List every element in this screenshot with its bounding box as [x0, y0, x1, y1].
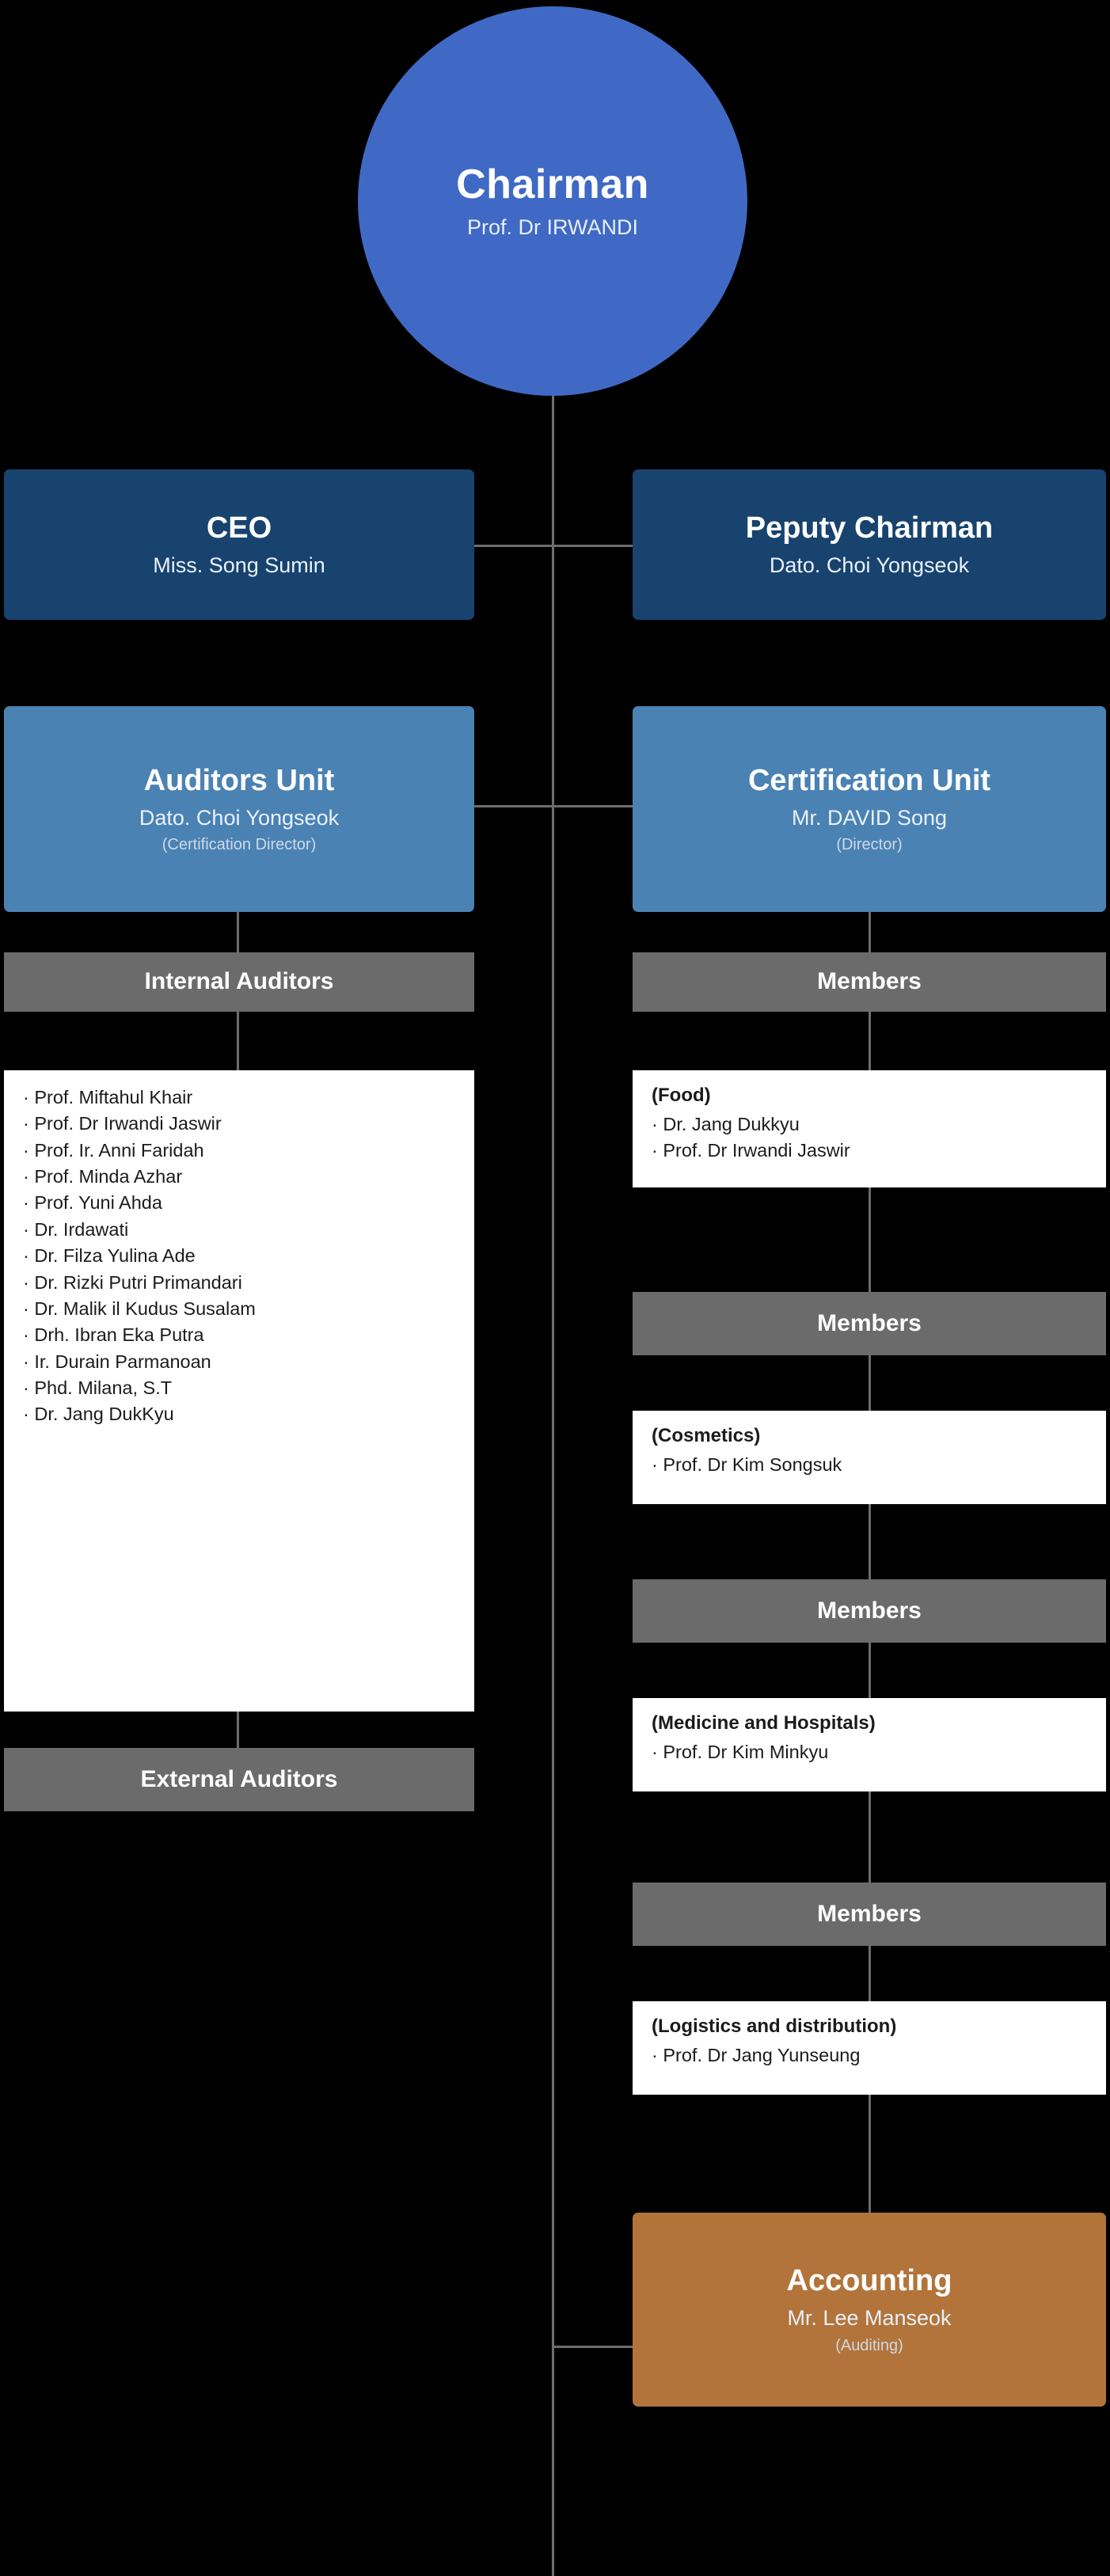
list-item: · Ir. Durain Parmanoan: [23, 1349, 457, 1375]
members-label: Members: [817, 1900, 922, 1927]
members-list-logistics: [652, 2042, 1089, 2069]
ceo-title: CEO: [206, 511, 272, 545]
group-label: (Logistics and distribution): [652, 2016, 897, 2037]
external-auditors-label: External Auditors: [140, 1765, 338, 1792]
list-item: · Prof. Dr Irwandi Jaswir: [23, 1111, 457, 1137]
list-item: · Dr. Rizki Putri Primandari: [23, 1270, 457, 1296]
list-item: · Dr. Malik il Kudus Susalam: [23, 1296, 457, 1322]
list-item: · Prof. Minda Azhar: [23, 1164, 457, 1190]
connector-accounting-horizontal: [552, 2346, 634, 2348]
members-list-food: [652, 1111, 1089, 1165]
header-internal-auditors[interactable]: [4, 952, 474, 1012]
node-chairman[interactable]: [358, 6, 747, 396]
list-item: · Dr. Jang Dukkyu: [652, 1111, 1089, 1138]
chairman-title: Chairman: [456, 161, 649, 207]
header-external-auditors[interactable]: [4, 1748, 474, 1811]
list-item: · Phd. Milana, S.T: [23, 1375, 457, 1401]
list-item: · Prof. Dr Jang Yunseung: [652, 2042, 1089, 2069]
group-label: (Food): [652, 1085, 711, 1106]
auditors-unit-subtitle: Dato. Choi Yongseok: [139, 805, 340, 830]
header-members-medicine[interactable]: [633, 1579, 1106, 1643]
header-members-logistics[interactable]: [633, 1883, 1106, 1946]
accounting-note: (Auditing): [835, 2336, 903, 2354]
list-item: · Prof. Dr Kim Songsuk: [652, 1452, 1089, 1478]
certification-unit-note: (Director): [836, 836, 903, 854]
node-auditors-unit[interactable]: [4, 706, 474, 912]
list-item: · Dr. Irdawati: [23, 1217, 457, 1243]
card-members-food: [633, 1070, 1106, 1187]
accounting-title: Accounting: [786, 2264, 952, 2298]
auditors-unit-title: Auditors Unit: [143, 763, 335, 797]
list-item: · Dr. Jang DukKyu: [23, 1401, 457, 1427]
list-item: · Dr. Filza Yulina Ade: [23, 1243, 457, 1269]
list-item: · Prof. Yuni Ahda: [23, 1190, 457, 1216]
connector-level3-horizontal: [470, 805, 633, 807]
internal-auditors-label: Internal Auditors: [144, 968, 334, 995]
deputy-subtitle: Dato. Choi Yongseok: [769, 553, 970, 577]
card-internal-auditors: [4, 1070, 474, 1712]
ceo-subtitle: Miss. Song Sumin: [153, 553, 325, 577]
members-label: Members: [817, 1597, 922, 1624]
card-members-logistics: [633, 2001, 1106, 2095]
node-accounting[interactable]: [633, 2213, 1106, 2407]
internal-auditors-list: [23, 1085, 457, 1428]
members-label: Members: [817, 968, 922, 995]
list-item: · Prof. Miftahul Khair: [23, 1085, 457, 1111]
node-ceo[interactable]: [4, 469, 474, 620]
certification-unit-title: Certification Unit: [747, 763, 991, 797]
list-item: · Prof. Dr Kim Minkyu: [652, 1739, 1089, 1765]
node-deputy-chairman[interactable]: [633, 469, 1106, 620]
node-certification-unit[interactable]: [633, 706, 1106, 912]
group-label: (Medicine and Hospitals): [652, 1712, 876, 1734]
list-item: · Drh. Ibran Eka Putra: [23, 1322, 457, 1348]
list-item: · Prof. Ir. Anni Faridah: [23, 1138, 457, 1164]
accounting-subtitle: Mr. Lee Manseok: [787, 2306, 952, 2331]
chairman-subtitle: Prof. Dr IRWANDI: [466, 215, 638, 240]
auditors-unit-note: (Certification Director): [162, 836, 317, 854]
deputy-title: Peputy Chairman: [745, 511, 994, 545]
header-members-cosmetics[interactable]: [633, 1292, 1106, 1355]
card-members-medicine: [633, 1698, 1106, 1791]
connector-level2-horizontal: [470, 545, 633, 547]
group-label: (Cosmetics): [652, 1425, 761, 1446]
members-list-medicine: [652, 1739, 1089, 1765]
members-list-cosmetics: [652, 1452, 1089, 1478]
header-members-food[interactable]: [633, 952, 1106, 1012]
members-label: Members: [817, 1309, 922, 1336]
list-item: · Prof. Dr Irwandi Jaswir: [652, 1138, 1089, 1164]
connector-spine-main: [552, 394, 554, 2576]
certification-unit-subtitle: Mr. DAVID Song: [791, 805, 948, 830]
card-members-cosmetics: [633, 1411, 1106, 1504]
